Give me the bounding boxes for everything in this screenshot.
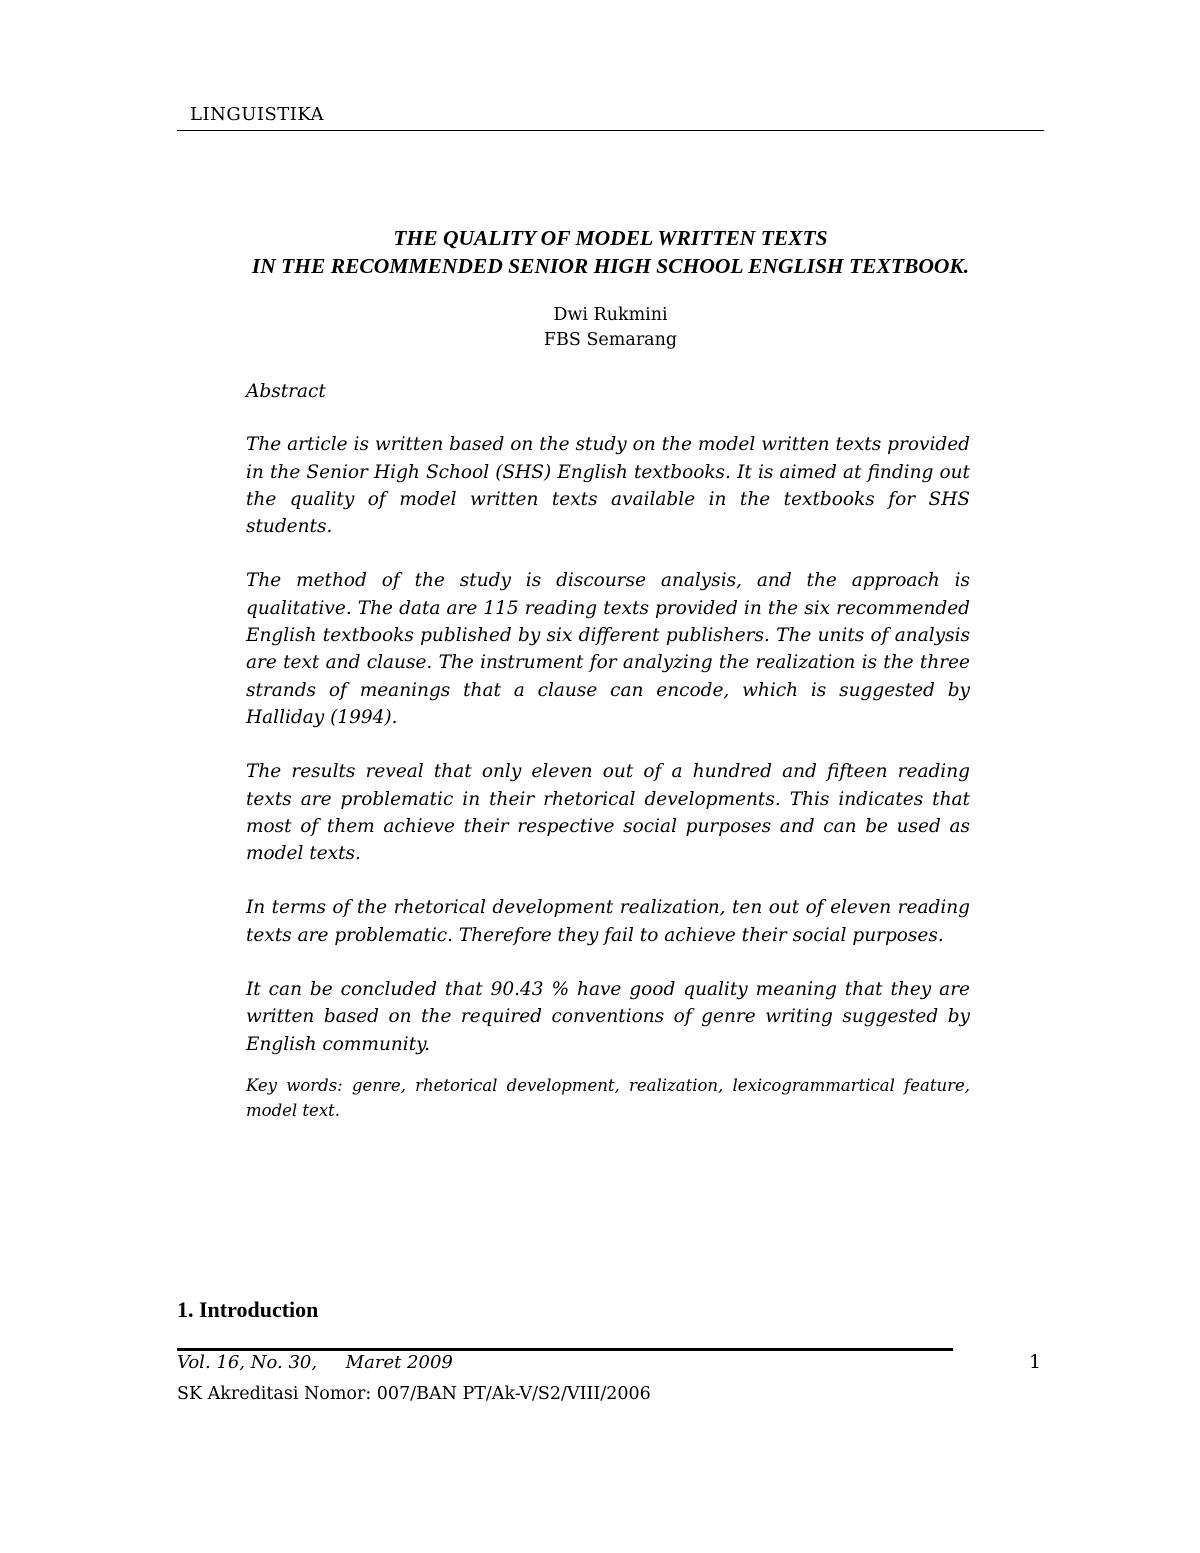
author-block [177, 303, 1044, 353]
abstract-heading: Abstract [246, 381, 326, 402]
paper-title-line-1: THE QUALITY OF MODEL WRITTEN TEXTS [393, 226, 828, 250]
abstract-paragraph-1: The article is written based on the study on the model written texts provided in the Senior High School (SHS) English textbooks. It is aimed at finding out the quality of model written texts available in the textbooks for SHS students. [246, 434, 970, 538]
footer-accreditation: SK Akreditasi Nomor: 007/BAN PT/Ak-V/S2/VIII/2006 [177, 1384, 651, 1404]
paper-title-line-2: IN THE RECOMMENDED SENIOR HIGH SCHOOL ENGLISH TEXTBOOK. [251, 254, 970, 278]
author-affiliation: FBS Semarang [543, 330, 678, 350]
author-name: Dwi Rukmini [553, 305, 668, 325]
page-number: 1 [1029, 1351, 1042, 1373]
abstract-paragraph-4: In terms of the rhetorical development realization, ten out of eleven reading texts are problematic. Therefore they fail to achieve their social purposes. [246, 897, 970, 946]
running-header-journal-name: LINGUISTIKA [190, 104, 325, 125]
abstract-paragraph-2: The method of the study is discourse analysis, and the approach is qualitative. The data are 115 reading texts provided in the six recommended English textbooks published by six different publishers. The units of analysis are text and clause. The instrument for analyzing the realization is the three strands of meanings that a clause can encode, which is suggested by Halliday (1994). [246, 570, 970, 728]
abstract [246, 378, 970, 1123]
paper-title [177, 224, 1044, 280]
header-rule [177, 130, 1044, 131]
section-heading-introduction: 1. Introduction [177, 1297, 319, 1322]
keywords: Key words: genre, rhetorical development, realization, lexicogrammartical feature, model text. [246, 1075, 970, 1120]
footer-volume-info: Vol. 16, No. 30, Maret 2009 [177, 1352, 453, 1373]
footer-rule [177, 1348, 953, 1351]
abstract-paragraph-5: It can be concluded that 90.43 % have good quality meaning that they are written based on the required conventions of genre writing suggested by English community. [246, 979, 970, 1055]
abstract-paragraph-3: The results reveal that only eleven out of a hundred and fifteen reading texts are problematic in their rhetorical developments. This indicates that most of them achieve their respective social purposes and can be used as model texts. [246, 761, 970, 865]
